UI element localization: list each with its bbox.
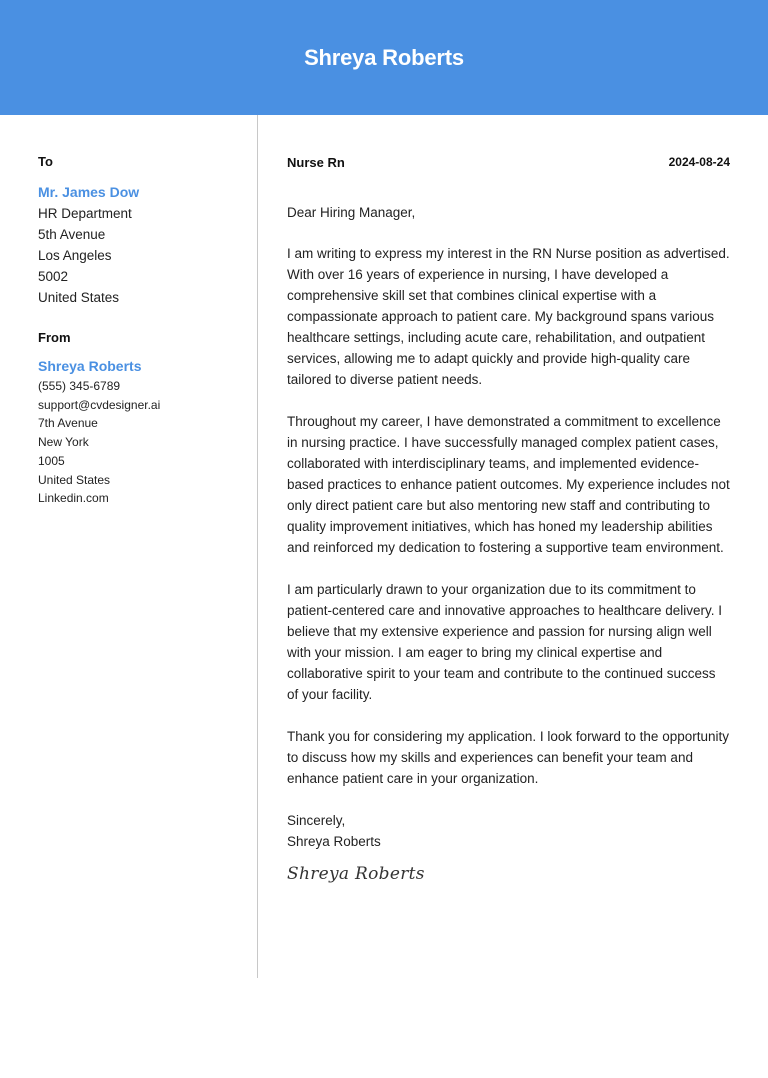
paragraph: Throughout my career, I have demonstrated a commitment to excellence in nursing practice. I have successfully managed complex patient cases, collaborated with interdisciplinary teams, and implemented evidence-based practices to enhance patient outcomes. My experience includes not only direct patient care but also mentoring new staff and contributing to quality improvement initiatives, which has honed my leadership abilities and reinforced my dedication to fostering a supportive team environment. xyxy=(287,414,730,555)
to-heading: To xyxy=(38,154,53,169)
letter-topline xyxy=(287,152,730,172)
sidebar xyxy=(38,152,248,508)
sender-country: United States xyxy=(38,472,111,487)
sender-phone: (555) 345-6789 xyxy=(38,379,121,393)
sender-email: support@cvdesigner.ai xyxy=(38,397,161,412)
closing-name: Shreya Roberts xyxy=(287,834,381,849)
letter-date: 2024-08-24 xyxy=(668,155,730,169)
job-title: Nurse Rn xyxy=(287,154,345,170)
recipient-postal-code: 5002 xyxy=(38,269,69,284)
paragraph: Thank you for considering my application. I look forward to the opportunity to discuss how my skills and experiences can benefit your team and enhance patient care in your organization. xyxy=(287,729,729,786)
sender-street: 7th Avenue xyxy=(38,416,98,431)
recipient-street: 5th Avenue xyxy=(38,227,106,242)
paragraph: I am writing to express my interest in the RN Nurse position as advertised. With over 16 years of experience in nursing, I have developed a comprehensive skill set that combines clinical expertise with a compassionate approach to patient care. My background spans various healthcare settings, including acute care, rehabilitation, and outpatient services, allowing me to adapt quickly and provide high-quality care tailored to diverse patient needs. xyxy=(287,246,730,387)
sender-postal-code: 1005 xyxy=(38,453,65,468)
recipient-city: Los Angeles xyxy=(38,248,112,263)
recipient-department: HR Department xyxy=(38,206,132,221)
from-heading: From xyxy=(38,330,71,345)
sender-city: New York xyxy=(38,435,89,450)
column-divider xyxy=(257,115,258,978)
sender-linkedin: Linkedin.com xyxy=(38,491,109,506)
closing: Sincerely, xyxy=(287,813,346,828)
paragraph: I am particularly drawn to your organization due to its commitment to patient-centered care and innovative approaches to healthcare delivery. I believe that my extensive experience and passion for nursing align well with your mission. I am eager to bring my clinical expertise and collaborative spirit to your team and contribute to the continued success of your facility. xyxy=(287,582,723,702)
salutation: Dear Hiring Manager, xyxy=(287,205,416,220)
letter-body xyxy=(287,152,730,884)
recipient-name: Mr. James Dow xyxy=(38,184,140,200)
signature: Shreya Roberts xyxy=(287,864,425,884)
applicant-name: Shreya Roberts xyxy=(304,44,464,70)
header-banner xyxy=(0,0,768,115)
recipient-country: United States xyxy=(38,290,120,305)
sender-name: Shreya Roberts xyxy=(38,358,142,374)
